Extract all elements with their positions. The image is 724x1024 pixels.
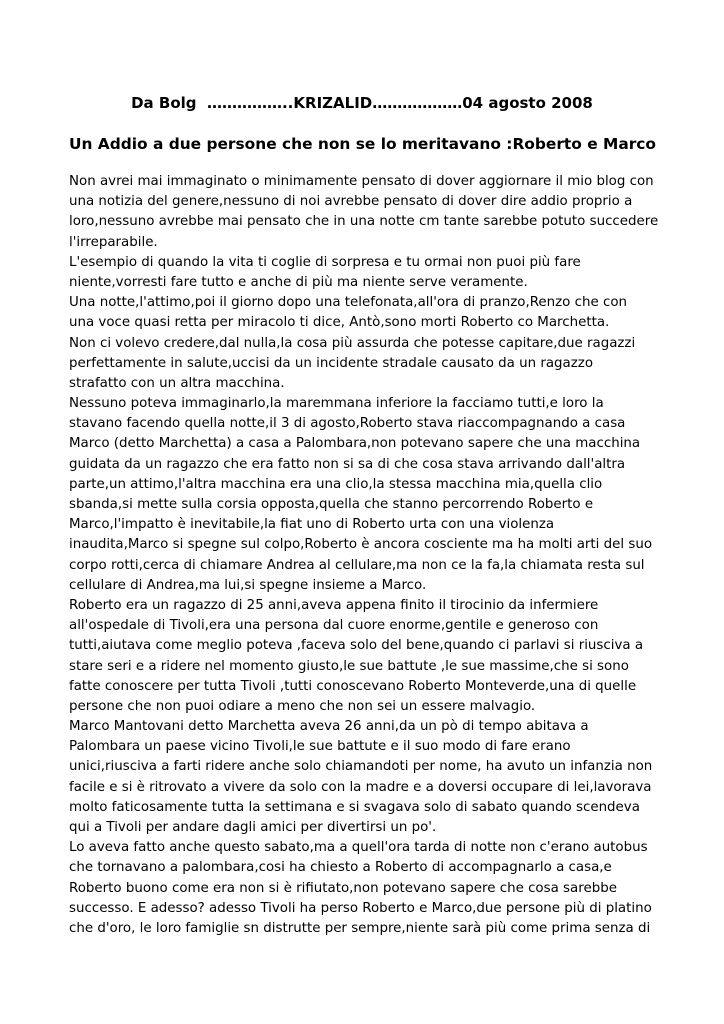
text-line: stare seri e a ridere nel momento giusto,le sue battute ,le sue massime,che si sono — [69, 658, 629, 674]
text-line: sbanda,si mette sulla corsia opposta,quella che stanno percorrendo Roberto e — [69, 497, 594, 512]
text-line: fatte conoscere per tutta Tivoli ,tutti conoscevano Roberto Monteverde,una di quelle — [69, 678, 637, 694]
text-line: Non avrei mai immaginato o minimamente pensato di dover aggiornare il mio blog con — [69, 174, 654, 189]
text-line: Nessuno poteva immaginarlo,la maremmana inferiore la facciamo tutti,e loro la — [69, 396, 604, 412]
text-line: Marco (detto Marchetta) a casa a Palombara,non potevano sapere che una macchina — [69, 436, 641, 452]
header-date: 04 agosto 2008 — [462, 94, 593, 112]
text-line: L'esempio di quando la vita ti coglie di sorpresa e tu ormai non puoi più fare — [69, 254, 581, 270]
text-line: stavano facendo quella notte,il 3 di agosto,Roberto stava riaccompagnando a casa — [69, 416, 626, 432]
article-title: Un Addio a due persone che non se lo meritavano :Roberto e Marco — [69, 135, 656, 153]
text-line: molto faticosamente tutta la settimana e si svagava solo di sabato quando scendeva — [69, 799, 640, 815]
text-line: corpo rotti,cerca di chiamare Andrea al cellulare,ma non ce la fa,la chiamata resta sul — [69, 557, 645, 573]
text-line: Marco,l'impatto è inevitabile,la fiat uno di Roberto urta con una violenza — [69, 517, 555, 533]
text-line: cellulare di Andrea,ma lui,si spegne insieme a Marco. — [69, 577, 427, 593]
text-line: tutti,aiutava come meglio poteva ,faceva solo del bene,quando ci parlavi si riusciva a — [69, 638, 644, 654]
article-body — [69, 172, 669, 939]
text-line: Una notte,l'attimo,poi il giorno dopo una telefonata,all'ora di pranzo,Renzo che con — [69, 295, 627, 311]
text-line: niente,vorresti fare tutto e anche di più ma niente serve veramente. — [69, 274, 528, 290]
text-line: strafatto con un altra macchina. — [69, 375, 285, 391]
text-line: che d'oro, le loro famiglie sn distrutte per sempre,niente sarà più come prima senza di — [69, 920, 651, 936]
text-line: unici,riusciva a farti ridere anche solo chiamandoti per nome, ha avuto un infanzia non — [69, 759, 653, 775]
header-blog-name: KRIZALID — [293, 94, 373, 112]
text-line: all'ospedale di Tivoli,era una persona dal cuore enorme,gentile e generoso con — [69, 618, 599, 634]
text-line: facile e si è ritrovato a vivere da solo con la madre e a doversi occupare di lei,lavorava — [69, 779, 652, 795]
text-line: qui a Tivoli per andare dagli amici per divertirsi un po'. — [69, 820, 437, 835]
header-dots-right: ……………… — [372, 94, 463, 112]
text-line: Roberto era un ragazzo di 25 anni,aveva appena finito il tirocinio da infermiere — [69, 597, 599, 613]
text-line: inaudita,Marco si spegne sul colpo,Roberto è ancora cosciente ma ha molti arti del suo — [69, 537, 653, 553]
text-line: parte,un attimo,l'altra macchina era una clio,la stessa macchina mia,quella clio — [69, 476, 603, 492]
text-line: guidata da un ragazzo che era fatto non si sa di che cosa stava arrivando dall'altra — [69, 456, 626, 472]
text-line: perfettamente in salute,uccisi da un incidente stradale causato da un ragazzo — [69, 355, 594, 371]
text-line: Roberto buono come era non si è rifiutato,non potevano sapere che cosa sarebbe — [69, 880, 617, 896]
text-line: Non ci volevo credere,dal nulla,la cosa più assurda che potesse capitare,due ragazzi — [69, 335, 636, 351]
text-line: successo. E adesso? adesso Tivoli ha perso Roberto e Marco,due persone più di platino — [69, 900, 652, 916]
text-line: Lo aveva fatto anche questo sabato,ma a quell'ora tarda di notte non c'erano autobus — [69, 840, 648, 856]
text-line: Marco Mantovani detto Marchetta aveva 26 anni,da un pò di tempo abitava a — [69, 719, 589, 735]
text-line: una voce quasi retta per miracolo ti dice, Antò,sono morti Roberto co Marchetta. — [69, 315, 610, 331]
text-line: Palombara un paese vicino Tivoli,le sue battute e il suo modo di fare erano — [69, 739, 571, 755]
document-header — [0, 92, 724, 114]
header-dots-left: …………….. — [206, 94, 294, 112]
text-line: persone che non puoi odiare a meno che non sei un essere malvagio. — [69, 698, 536, 714]
text-line: una notizia del genere,nessuno di noi avrebbe pensato di dover dire addio proprio a — [69, 194, 633, 210]
text-line: l'irreparabile. — [69, 234, 158, 250]
header-source: Da Bolg — [131, 94, 197, 112]
text-line: che tornavano a palombara,cosi ha chiesto a Roberto di accompagnarlo a casa,e — [69, 860, 612, 876]
text-line: loro,nessuno avrebbe mai pensato che in una notte cm tante sarebbe potuto succedere — [69, 214, 659, 230]
